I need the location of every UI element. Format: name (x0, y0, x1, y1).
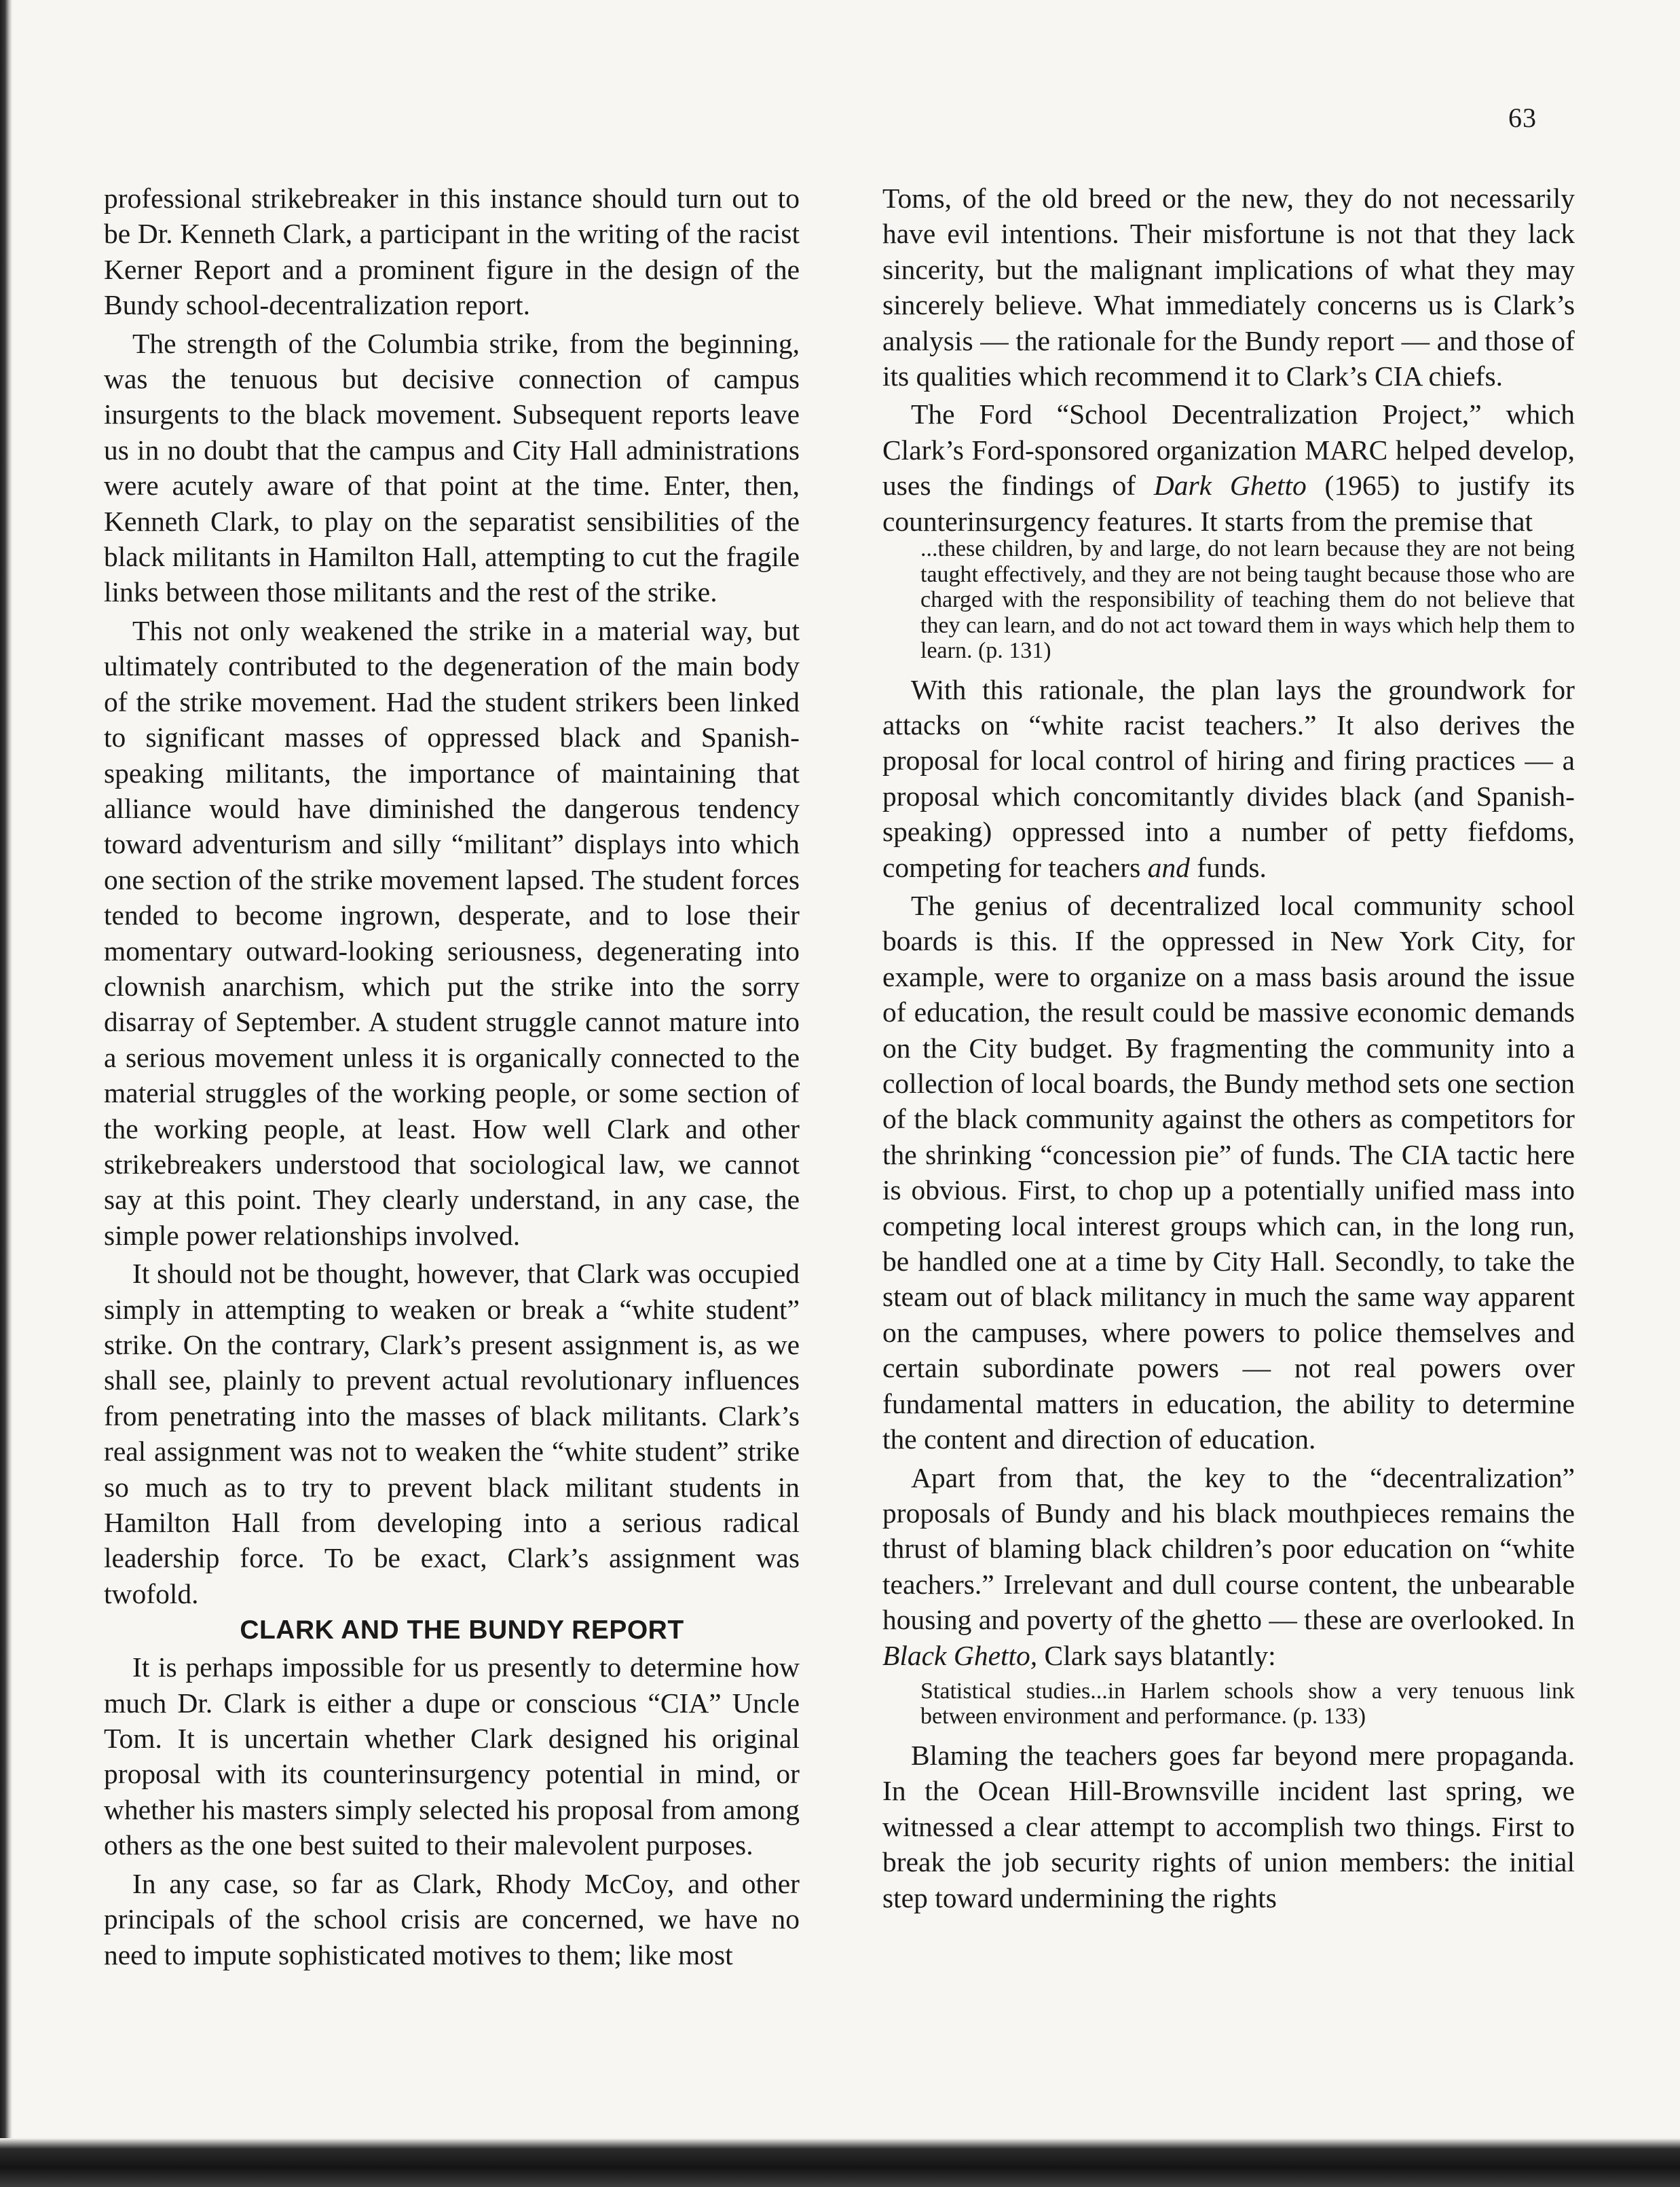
text-run: With this rationale, the plan lays the groundwork for attacks on “white racist teachers.” It also derives the proposal for local control of hiring and firing practices — a proposal which concomitantly divides black (and Spanish-speaking) oppressed into a number of petty fiefdoms, competing for teachers (882, 673, 1575, 883)
left-column (104, 181, 800, 1975)
scan-border-bottom (0, 2138, 1680, 2187)
block-quote: Statistical studies...in Harlem schools show a very tenuous link between environment and performance. (p. 133) (920, 1678, 1575, 1730)
paragraph: It should not be thought, however, that Clark was occupied simply in attempting to weaken or break a “white student” strike. On the contrary, Clark’s present assignment is, as we shall see, plainly to prevent actual revolutionary influences from penetrating into the masses of black militants. Clark’s real assignment was not to weaken the “white student” strike so much as to try to prevent black militant students in Hamilton Hall from developing into a serious radical leadership force. To be exact, Clark’s assignment was twofold. (104, 1258, 800, 1609)
scan-border-left (0, 0, 12, 2187)
book-title: Dark Ghetto (1153, 470, 1307, 502)
text-run: Clark says blatantly: (1037, 1639, 1276, 1671)
paragraph: It is perhaps impossible for us presently to determine how much Dr. Clark is either a dupe or conscious “CIA” Uncle Tom. It is uncertain whether Clark designed his original proposal with its counterinsurgency potential in mind, or whether his masters simply selected his proposal from among others as the one best suited to their malevolent purposes. (104, 1651, 800, 1861)
page-number: 63 (1508, 102, 1537, 133)
paragraph: The strength of the Columbia strike, from the beginning, was the tenuous but decisive connection of campus insurgents to the black movement. Subsequent reports leave us in no doubt that the campus and City Hall administrations were acutely aware of that point at the time. Enter, then, Kenneth Clark, to play on the separatist sensibilities of the black militants in Hamilton Hall, attempting to cut the fragile links between those militants and the rest of the strike. (104, 327, 800, 608)
emphasis: and (1147, 851, 1190, 883)
paragraph: This not only weakened the strike in a material way, but ultimately contributed to the degeneration of the main body of the strike movement. Had the student strikers been linked to significant masses of oppressed black and Spanish-speaking militants, the importance of maintaining that alliance would have diminished the dangerous tendency toward adventurism and silly “militant” displays into which one section of the strike movement lapsed. The student forces tended to become ingrown, desperate, and to lose their momentary outward-looking seriousness, degenerating into clownish anarchism, which put the strike into the sorry disarray of September. A student struggle cannot mature into a serious movement unless it is organically connected to the material struggles of the working people, or some section of the working people, at least. How well Clark and other strikebreakers understood that sociological law, we cannot say at this point. They clearly understand, in any case, the simple power relationships involved. (104, 614, 800, 1251)
section-heading: CLARK AND THE BUNDY REPORT (240, 1615, 684, 1645)
paragraph: The genius of decentralized local community school boards is this. If the oppressed in New York City, for example, were to organize on a mass basis around the issue of education, the result could be massive economic demands on the City budget. By fragmenting the community into a collection of local boards, the Bundy method sets one section of the black community against the others as competitors for the shrinking “concession pie” of funds. The CIA tactic here is obvious. First, to chop up a potentially unified mass into competing local interest groups which can, in the long run, be handled one at a time by City Hall. Secondly, to take the steam out of black militancy in much the same way apparent on the campuses, where powers to police themselves and certain subordinate powers — not real powers over fundamental matters in education, the ability to determine the content and direction of education. (882, 890, 1575, 1455)
paragraph: Toms, of the old breed or the new, they do not necessarily have evil intentions. Their misfortune is not that they lack sincerity, but the malignant implications of what they may sincerely believe. What immediately concerns us is Clark’s analysis — the rationale for the Bundy report — and those of its qualities which recommend it to Clark’s CIA chiefs. (882, 183, 1575, 392)
paragraph (882, 396, 1575, 539)
block-quote: ...these children, by and large, do not learn because they are not being taught effectively, and they are not being taught because those who are charged with the responsibility of teaching them do not believe that they can learn, and do not act toward them in ways which help them to learn. (p. 131) (920, 536, 1575, 664)
book-title: Black Ghetto, (882, 1639, 1038, 1671)
paragraph: professional strikebreaker in this instance should turn out to be Dr. Kenneth Clark, a participant in the writing of the racist Kerner Report and a prominent figure in the design of the Bundy school-decentralization report. (104, 183, 800, 321)
text-run: funds. (1189, 851, 1267, 883)
paragraph (882, 1460, 1575, 1673)
paragraph (882, 672, 1575, 885)
paragraph: In any case, so far as Clark, Rhody McCoy, and other principals of the school crisis are concerned, we have no need to impute sophisticated motives to them; like most (104, 1867, 800, 1970)
text-run: (1965) to justify its counterinsurgency features. It starts from the premise that (882, 470, 1575, 537)
paragraph: Blaming the teachers goes far beyond mere propaganda. In the Ocean Hill-Brownsville incident last spring, we witnessed a clear attempt to accomplish two things. First to break the job security rights of union members: the initial step toward undermining the rights (882, 1739, 1575, 1913)
text-run: Apart from that, the key to the “decentralization” proposals of Bundy and his black mouthpieces remains the thrust of blaming black children’s poor education on “white teachers.” Irrelevant and dull course content, the unbearable housing and poverty of the ghetto — these are overlooked. In (882, 1461, 1575, 1636)
right-column (882, 181, 1575, 1918)
text-run: The Ford “School Decentralization Project,” which Clark’s Ford-sponsored organization MARC helped develop, uses the findings of (882, 398, 1575, 502)
